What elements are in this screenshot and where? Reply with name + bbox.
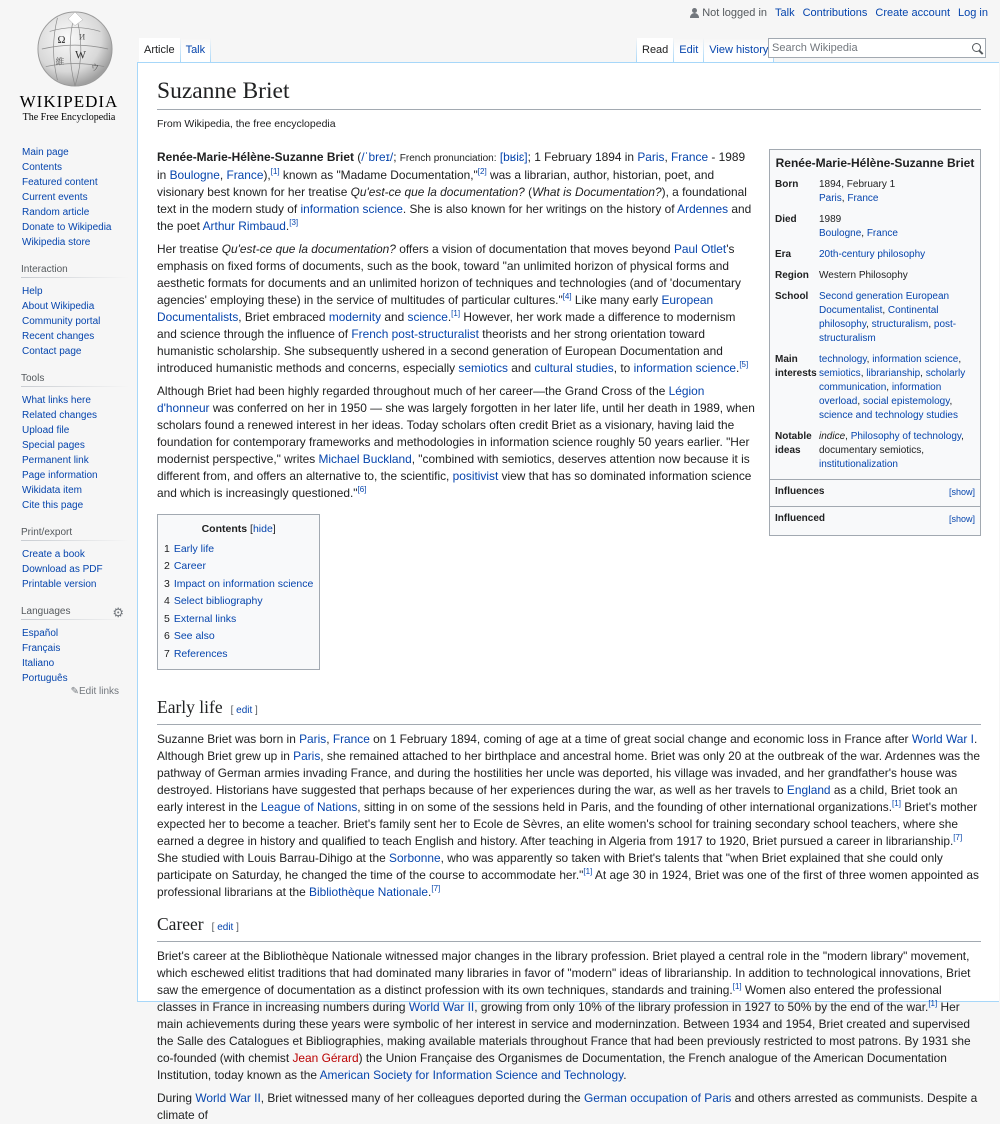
sidebar-item-upload-file[interactable]: Upload file [22,425,70,436]
toc-item[interactable]: 2 Career [164,560,206,572]
sidebar-item-contents[interactable]: Contents [22,162,63,173]
toc-hide-toggle[interactable]: hide [252,523,273,535]
sidebar-item-download-pdf[interactable]: Download as PDF [22,564,103,575]
sidebar-item-permanent-link[interactable]: Permanent link [22,455,89,466]
lang-fr[interactable]: Français [22,643,61,654]
edit-section-link[interactable]: edit [236,705,253,716]
lang-it[interactable]: Italiano [22,658,55,669]
personal-tools [690,7,988,19]
sidebar-item-community[interactable]: Community portal [22,316,101,327]
sidebar-item-cite[interactable]: Cite this page [22,500,84,511]
logo-wordmark: WIKIPEDIA [19,92,119,111]
infobox-title: Renée-Marie-Hélène-Suzanne Briet [775,156,975,170]
toc-item[interactable]: 7 References [164,647,228,660]
show-influenced-toggle[interactable]: [show] [948,514,975,524]
languages-heading: Languages [21,606,129,620]
toc-item[interactable]: 5 External links [164,612,237,625]
section-heading-career: Career [ edit ] [157,913,981,942]
globe-icon [36,10,114,88]
career-paragraph-2: During World War II, Briet witnessed many of her colleagues deported during the German occupation of Paris and others arrested as communists. Despite a climate of [157,1091,978,1122]
globe-glyph: W [75,48,87,62]
lead-paragraph-2: Her treatise Qu'est-ce que la documentation? offers a vision of documentation that moves beyond Paul Otlet's emphasis on fixed forms of documents, such as the book, toward "an unlimited horizon of physical forms and aesthetic formats for documents and an unlimited horizon of techniques and technologies (and of 'documentary agencies' employing these) in the service of multitudes of particular cultures."[4] Like many early European Documentalists, Briet embraced modernity and science.[1] However, her work made a difference to modernism and science through the influence of French post-structuralist theorists and her strong orientation toward humanistic scholarship. She subsequently ushered in a second generation of European Documentation and introduced humanistic methods and concerns, especially semiotics and cultural studies, to information science.[5] [157,242,749,375]
show-influences-toggle[interactable]: [show] [948,487,975,497]
tab-read[interactable]: Read [637,38,673,62]
career-paragraph-1: Briet's career at the Bibliothèque Nationale witnessed major changes in the library profession. Briet played a central role in the "modern library" movement, which eschewed elitist traditions that had dominated many libraries in favor of "modern" ideas of librarianship. In addition to technological innovations, Briet saw the emergence of documentation as a distinct profession with its own techniques, standards and training.[1] Women also entered the professional classes in France in increasing numbers during World War II, growing from only 10% of the library profession in 1927 to 50% by the end of the war.[1] Her main achievements during these years were symbolic of her interest in service and moderninzation. Between 1934 and 1954, Briet created and supervised the Salle des Catalogues et Bibliographies, making available materials throughout France that had been previously restricted to most patrons. By 1931 she co-founded (with chemist Jean Gérard) the Union Française des Organismes de Documentation, the French analogue of the American Documentation Institution, today known as the American Society for Information Science and Technology. [157,949,971,1082]
view-tabs [636,38,774,62]
toc-title: Contents [hide] [201,523,276,535]
sidebar-item-page-info[interactable]: Page information [22,470,98,481]
infobox-era: Era 20th-century philosophy [775,249,926,260]
tab-edit[interactable]: Edit [674,38,703,62]
globe-glyph: Ω [57,34,66,47]
infobox-interests: Main interests technology, information science, semiotics, librarianship, scholarly communication, information overload, social epistemology, science and technology studies [775,354,966,421]
globe-glyph: 維 [55,56,65,67]
globe-glyph: ウ [90,62,100,73]
tools-heading: Tools [21,373,129,387]
interaction-heading: Interaction [21,264,129,278]
lang-es[interactable]: Español [22,628,59,639]
sidebar-tools [21,373,138,513]
toc-item[interactable]: 1 Early life [164,542,215,555]
sidebar-item-what-links-here[interactable]: What links here [22,395,91,406]
sidebar-interaction [21,264,138,359]
sidebar-item-donate[interactable]: Donate to Wikipedia [22,222,112,233]
edit-section-link[interactable]: edit [217,922,234,933]
sidebar-item-random[interactable]: Random article [22,207,90,218]
sidebar-item-wikidata[interactable]: Wikidata item [22,485,83,496]
infobox-influenced: Influenced [show] [770,506,980,531]
lead-paragraph-1: Renée-Marie-Hélène-Suzanne Briet (/ˈbreɪ/; French pronunciation: [bʁiɛ]; 1 February 1894 in Paris, France - 1989 in Boulogne, France),[1] known as "Madame Documentation,"[2] was a librarian, author, historian, poet, and visionary best known for her treatise Qu'est-ce que la documentation? (What is Documentation?), a foundational text in the modern study of information science. She is also known for her writings on the history of Ardennes and the poet Arthur Rimbaud.[3] [157,150,752,233]
globe-glyph: И [78,31,86,42]
sidebar-languages [21,606,138,697]
gear-icon[interactable]: ⚙ [112,605,124,620]
edit-links[interactable]: ✎Edit links [70,686,119,697]
search-box [768,38,986,58]
sidebar-item-printable[interactable]: Printable version [22,579,97,590]
sidebar-item-related-changes[interactable]: Related changes [22,410,98,421]
sidebar-item-help[interactable]: Help [22,286,43,297]
sidebar-item-about[interactable]: About Wikipedia [22,301,95,312]
create-account-link[interactable]: Create account [875,7,951,19]
infobox [769,149,981,536]
contributions-link[interactable]: Contributions [802,7,868,19]
infobox-school: School Second generation European Documentalist, Continental philosophy, structuralism, post-structuralism [775,291,957,344]
sidebar-item-special-pages[interactable]: Special pages [22,440,85,451]
infobox-died: Died 1989 Boulogne, France [775,214,898,239]
main-content [137,62,999,1122]
early-life-paragraph: Suzanne Briet was born in Paris, France on 1 February 1894, coming of age at a time of great social change and economic loss in France after World War I. Although Briet grew up in Paris, she remained attached to her birthplace and ancestral home. Briet was only 20 at the outbreak of the war. Ardennes was the pathway of German armies invading France, and during the hostilities her uncle was deported, his village was invaded, and her grandfather's house was destroyed. Historians have suggested that perhaps because of her experiences during the war, as well as her travels to England as a child, Briet took an early interest in the League of Nations, sitting in on some of the sessions held in Paris, and the founding of other international organizations.[1] Briet's mother expected her to become a teacher. Briet's family sent her to Ecole de Sèvres, an elite women's school for training secondary school teachers, where she earned a degree in history and qualified to teach English and history. After teaching in Algeria from 1917 to 1920, Briet pursued a career in librarianship.[7] She studied with Louis Barrau-Dihigo at the Sorbonne, who was apparently so taken with Briet's talents that "when Briet explained that she could only participate on Saturday, he changed the time of the course to accommodate her."[1] At age 30 in 1924, Briet was one of the first of three women appointed as professional librarians at the Bibliothèque Nationale.[7] [157,732,980,899]
lang-pt[interactable]: Português [22,673,68,684]
toc-item[interactable]: 4 Select bibliography [164,595,263,607]
user-icon [690,8,699,18]
tab-talk[interactable]: Talk [181,38,211,62]
tab-history[interactable]: View history [704,38,773,62]
pencil-icon: ✎ [70,686,79,697]
page-title: Suzanne Briet [157,77,981,110]
sidebar-item-store[interactable]: Wikipedia store [22,237,91,248]
toc-item[interactable]: 3 Impact on information science [164,577,314,590]
sidebar-print [21,527,138,592]
infobox-influences: Influences [show] [770,479,980,504]
infobox-region: Region Western Philosophy [775,270,908,281]
sidebar-navigation [21,145,138,250]
sidebar-item-current-events[interactable]: Current events [22,192,88,203]
search-input[interactable] [769,39,962,54]
talk-link[interactable]: Talk [775,7,795,19]
sidebar [0,140,138,711]
logo-tagline: The Free Encyclopedia [22,112,116,123]
sidebar-item-main-page[interactable]: Main page [22,147,69,158]
table-of-contents [157,514,320,670]
sidebar-item-recent-changes[interactable]: Recent changes [22,331,95,342]
namespace-tabs [139,38,211,62]
sidebar-item-featured[interactable]: Featured content [22,177,98,188]
toc-item[interactable]: 6 See also [164,630,215,642]
sidebar-item-create-book[interactable]: Create a book [22,549,85,560]
print-heading: Print/export [21,527,129,541]
site-sub: From Wikipedia, the free encyclopedia [157,118,336,130]
infobox-born: Born 1894, February 1 Paris, France [775,179,896,204]
section-heading-early-life: Early life [ edit ] [157,696,981,725]
lead-paragraph-3: Although Briet had been highly regarded throughout much of her career—the Grand Cross of the Légion d'honneur was conferred on her in 1950 — she was largely forgotten in her later life, until her death in 1989, when scholars found a renewed interest in her ideas. Today scholars often credit Briet as a visionary, having laid the foundation for contemporary frameworks and methodologies in information science roughly 50 years earlier. "Her modernist perspective," writes Michael Buckland, "combined with semiotics, deserves attention now because it is different from, and offers an alternative to, the scientific, positivist view that has so dominated information science and which is increasingly questioned."[6] [157,384,755,500]
sidebar-item-contact[interactable]: Contact page [22,346,82,357]
tab-article[interactable]: Article [139,38,180,62]
wikipedia-logo[interactable] [14,6,124,124]
search-icon[interactable] [972,43,981,52]
not-logged-in: Not logged in [690,7,767,19]
infobox-ideas: Notable ideas indice, Philosophy of technology, documentary semiotics, institutionalization [775,431,964,470]
login-link[interactable]: Log in [958,7,988,19]
